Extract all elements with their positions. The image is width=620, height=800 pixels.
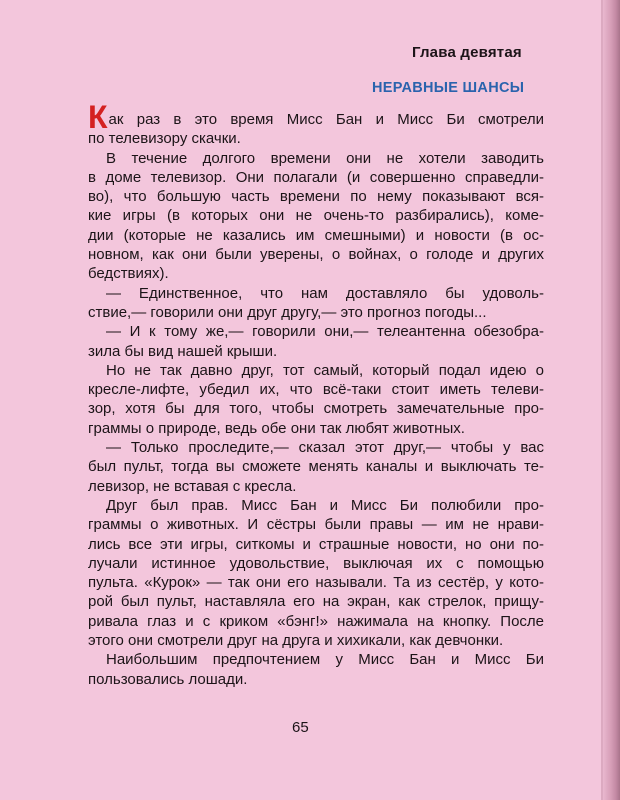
text-line <box>88 496 544 515</box>
text-line <box>88 322 544 341</box>
text-line <box>88 554 544 573</box>
line-text: — Единственное, что нам доставляло бы удоволь- <box>106 284 544 302</box>
text-line <box>88 650 544 669</box>
text-line <box>88 245 544 264</box>
text-line <box>88 515 544 534</box>
line-text: кресле-лифте, убедил их, что всё-таки стоит иметь телеви- <box>88 381 544 399</box>
text-line <box>88 264 544 283</box>
line-text: бедствиях). <box>88 265 169 283</box>
line-text: пульта. «Курок» — так они его называли. Та из сестёр, у кото- <box>88 574 544 592</box>
body-text <box>88 99 544 689</box>
text-line <box>88 187 544 206</box>
line-text: по телевизору скачки. <box>88 130 241 148</box>
text-line <box>88 284 544 303</box>
line-text: — Только проследите,— сказал этот друг,— чтобы у вас <box>106 439 544 457</box>
line-text: пользовались лошади. <box>88 670 248 688</box>
text-line <box>88 226 544 245</box>
line-text: новном, как они были уверены, о войнах, о голоде и других <box>88 246 544 264</box>
line-text: граммы о природе, ведь обе они так любят животных. <box>88 419 465 437</box>
line-text: во), что большую часть времени по нему показывают вся- <box>88 188 544 206</box>
text-line <box>88 206 544 225</box>
text-line <box>88 361 544 380</box>
line-text: ак раз в это время Мисс Бан и Мисс Би смотрели <box>108 111 544 128</box>
line-text: Но не так давно друг, тот самый, который подал идею о <box>106 361 544 379</box>
page-edge <box>603 0 620 800</box>
text-line <box>88 612 544 631</box>
text-line <box>88 631 544 650</box>
line-text: рой был пульт, наставляла его на экран, как стрелок, прищу- <box>88 593 544 611</box>
text-line <box>88 149 544 168</box>
text-line <box>88 592 544 611</box>
line-text: Наибольшим предпочтением у Мисс Бан и Мисс Би <box>106 651 544 669</box>
text-line <box>88 670 544 689</box>
section-title: НЕРАВНЫЕ ШАНСЫ <box>372 80 525 96</box>
text-line <box>88 535 544 554</box>
text-line <box>88 380 544 399</box>
text-line <box>88 129 544 148</box>
line-text: зор, хотя бы для того, чтобы смотреть замечательные про- <box>88 400 544 418</box>
line-text: в доме телевизор. Они полагали (и совершенно справедли- <box>88 168 544 186</box>
line-text: зила бы вид нашей крыши. <box>88 342 278 360</box>
line-text: ствие,— говорили они друг другу,— это прогноз погоды... <box>88 303 487 321</box>
text-line <box>88 438 544 457</box>
line-text: граммы о животных. И сёстры были правы — им не нрави- <box>88 516 544 534</box>
line-text: Друг был прав. Мисс Бан и Мисс Би полюбили про- <box>106 496 544 514</box>
line-text: лучали истинное удовольствие, выключая их с помощью <box>88 554 544 572</box>
drop-cap: К <box>88 99 108 135</box>
text-line <box>88 419 544 438</box>
line-text: этого они смотрели друг на друга и хихикали, как девчонки. <box>88 632 504 650</box>
page-number: 65 <box>292 719 309 736</box>
line-text: кие игры (в которых они не очень-то разбирались), коме- <box>88 207 544 225</box>
text-line <box>88 399 544 418</box>
text-line <box>88 168 544 187</box>
text-line <box>88 342 544 361</box>
line-text: лись все эти игры, ситкомы и страшные новости, но они по- <box>88 535 544 553</box>
line-text: — И к тому же,— говорили они,— телеантенна обезобра- <box>106 323 544 341</box>
text-line <box>88 573 544 592</box>
line-text: был пульт, тогда вы сможете менять каналы и выключать те- <box>88 458 544 476</box>
line-text: ривала глаз и с криком «бэнг!» нажимала на кнопку. После <box>88 612 544 630</box>
first-line <box>88 99 544 135</box>
text-line <box>88 303 544 322</box>
text-line <box>88 457 544 476</box>
line-text: левизор, не вставая с кресла. <box>88 477 297 495</box>
line-text: В течение долгого времени они не хотели заводить <box>106 149 544 167</box>
chapter-heading: Глава девятая <box>412 44 522 61</box>
text-line <box>88 477 544 496</box>
line-text: дии (которые не казались им смешными) и новости (в ос- <box>88 226 544 244</box>
